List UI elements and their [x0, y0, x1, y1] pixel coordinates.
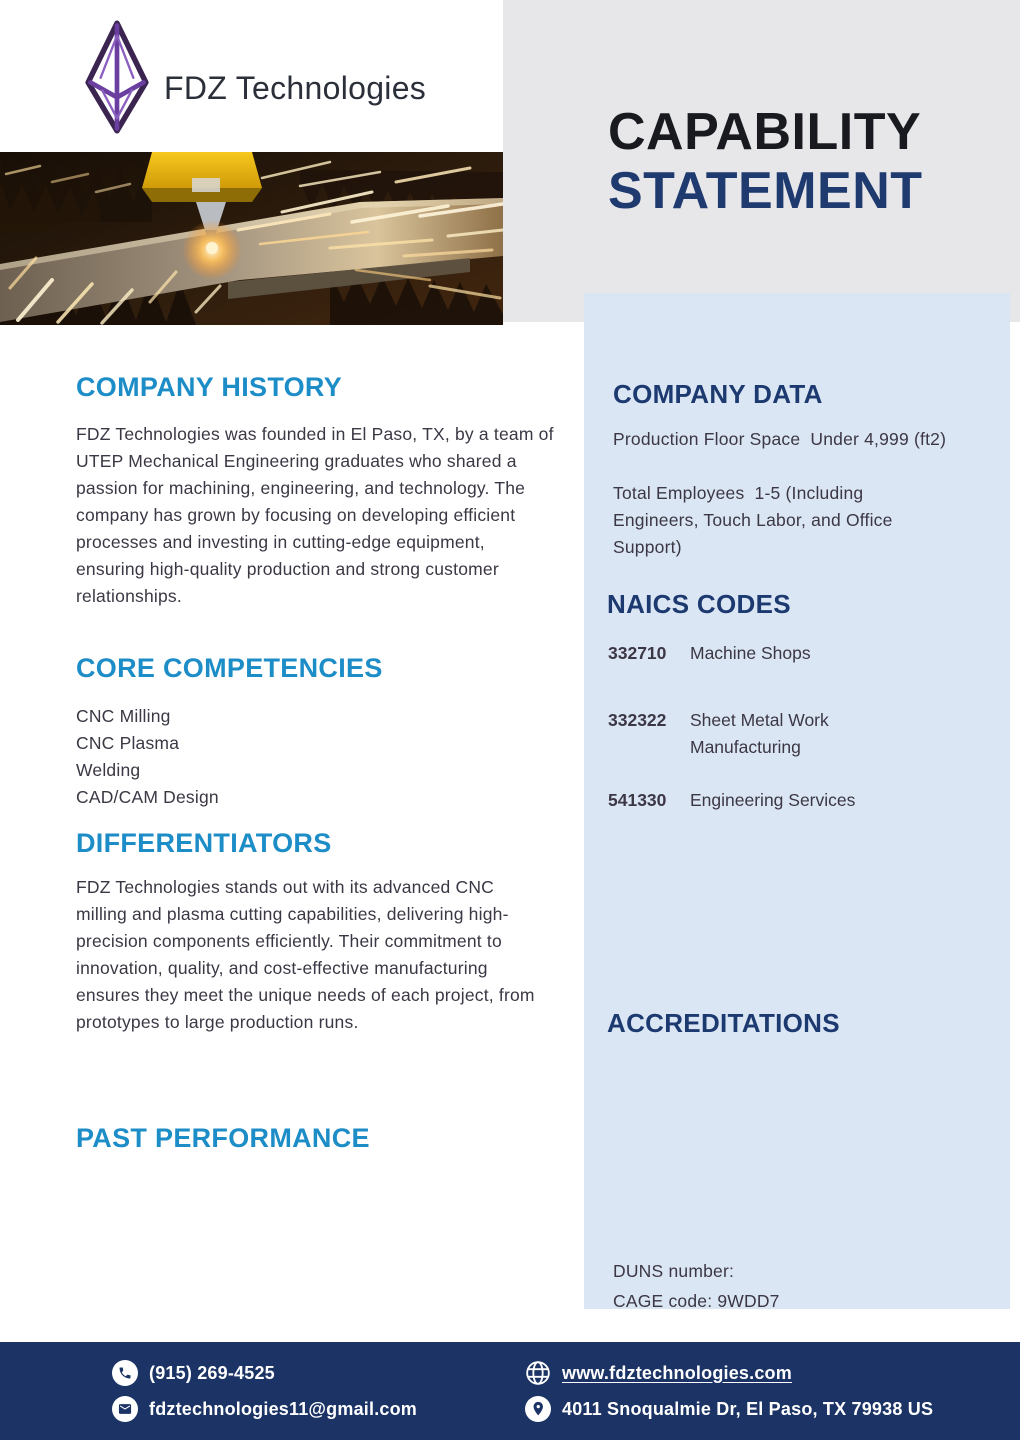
heading-company-history: COMPANY HISTORY	[76, 372, 343, 402]
heading-past-performance: PAST PERFORMANCE	[76, 1123, 370, 1153]
heading-differentiators: DIFFERENTIATORS	[76, 828, 332, 858]
naics-row	[608, 640, 953, 667]
differentiators-paragraph: FDZ Technologies stands out with its advanced CNC milling and plasma cutting capabilities, delivering high-precision components efficiently. Their commitment to innovation, quality, and cost-effective manufacturing ensures they meet the unique needs of each project, from prototypes to large production runs.	[76, 877, 535, 1032]
footer-address	[525, 1394, 933, 1424]
brand-name: FDZ Technologies	[164, 70, 427, 106]
location-pin-icon	[525, 1396, 551, 1422]
title-line-capability: CAPABILITY	[608, 103, 922, 161]
footer-address-text: 4011 Snoqualmie Dr, El Paso, TX 79938 US	[562, 1398, 934, 1419]
naics-label: Engineering Services	[690, 790, 856, 810]
list-item: Welding	[76, 760, 141, 780]
naics-code: 332710	[608, 643, 667, 663]
list-item: CNC Plasma	[76, 733, 180, 753]
core-competencies-list	[76, 703, 554, 811]
list-item: CNC Milling	[76, 706, 171, 726]
naics-code: 541330	[608, 790, 667, 810]
company-data-line: Total Employees 1-5 (Including Engineers, Touch Labor, and Office Support)	[613, 483, 898, 557]
company-history-paragraph: FDZ Technologies was founded in El Paso, TX, by a team of UTEP Mechanical Engineering graduates who shared a passion for machining, engineering, and technology. The company has grown by focusing on developing efficient processes and investing in cutting-edge equipment, ensuring high-quality production and strong customer relationships.	[76, 424, 554, 606]
heading-core-competencies: CORE COMPETENCIES	[76, 653, 383, 683]
naics-row	[608, 787, 953, 814]
fdz-diamond-logo-icon	[78, 18, 156, 136]
naics-label: Machine Shops	[690, 643, 811, 663]
heading-company-data: COMPANY DATA	[613, 379, 823, 409]
footer-phone-text: (915) 269-4525	[149, 1362, 275, 1383]
naics-code: 332322	[608, 710, 667, 730]
company-data-line: Production Floor Space Under 4,999 (ft2)	[613, 429, 947, 449]
email-icon	[112, 1396, 138, 1422]
naics-label: Sheet Metal Work Manufacturing	[690, 710, 829, 757]
naics-row	[608, 707, 953, 761]
heading-naics-codes: NAICS CODES	[607, 589, 791, 619]
phone-icon	[112, 1360, 138, 1386]
hero-photo-laser-cutting	[0, 152, 503, 325]
title-line-statement: STATEMENT	[608, 162, 923, 220]
globe-icon	[525, 1360, 551, 1386]
footer-website[interactable]	[525, 1358, 792, 1388]
footer-phone	[112, 1358, 275, 1388]
footer-bar	[0, 1342, 1020, 1440]
document-title	[608, 103, 1008, 221]
footer-email-text: fdztechnologies11@gmail.com	[149, 1398, 418, 1419]
heading-accreditations: ACCREDITATIONS	[607, 1008, 840, 1038]
duns-number: DUNS number:	[613, 1261, 735, 1281]
cage-code: CAGE code: 9WDD7	[613, 1291, 780, 1311]
footer-email	[112, 1394, 417, 1424]
footer-website-link[interactable]: www.fdztechnologies.com	[562, 1362, 792, 1383]
list-item: CAD/CAM Design	[76, 787, 219, 807]
